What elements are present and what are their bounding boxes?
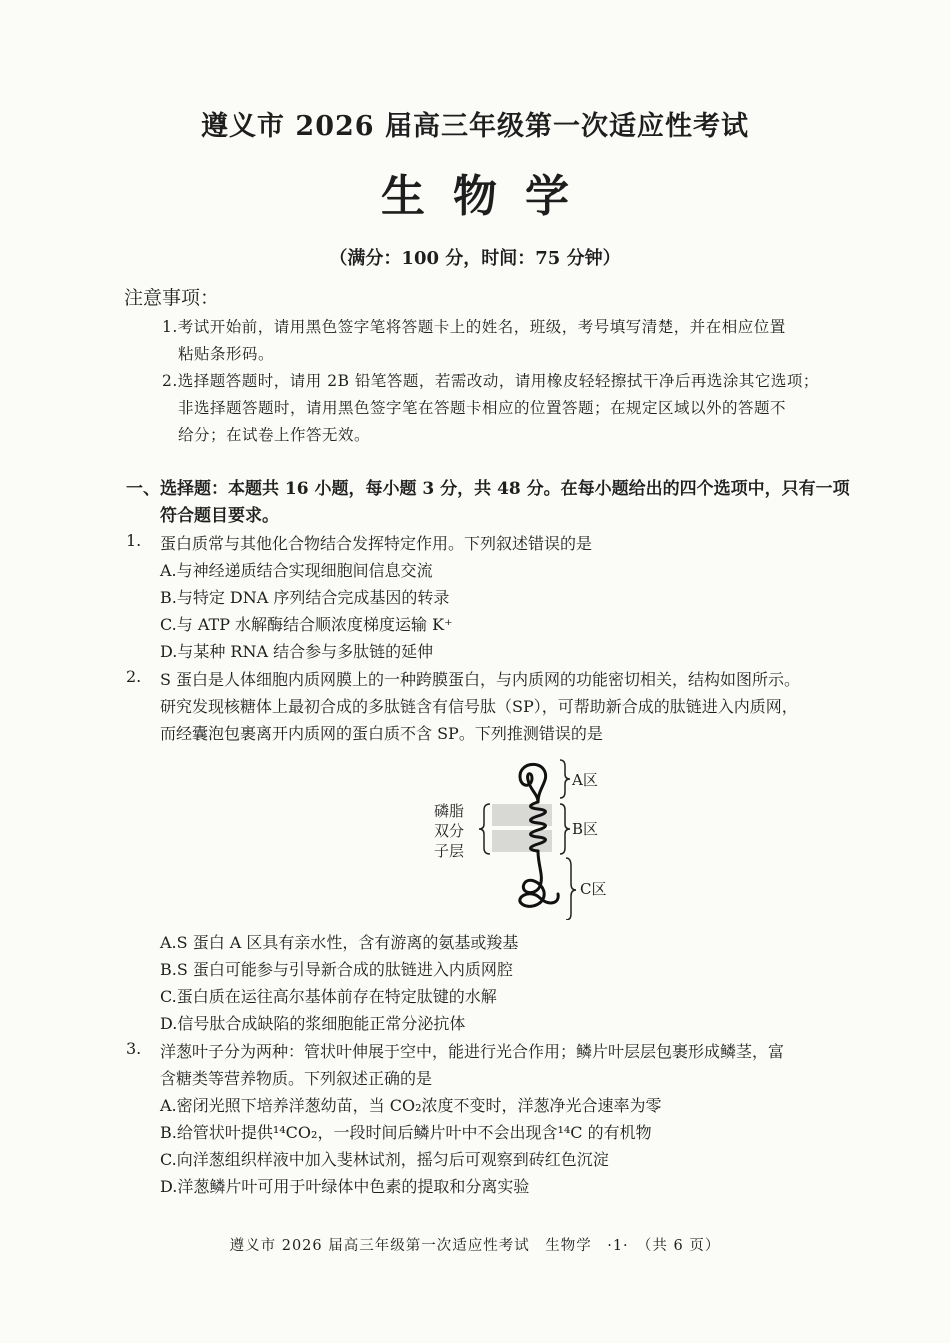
section-heading-cont: 符合题目要求。 xyxy=(160,506,279,526)
question-stem: 含糖类等营养物质。下列叙述正确的是 xyxy=(160,1069,433,1088)
notice-heading: 注意事项： xyxy=(124,287,220,309)
notice-line: 1.考试开始前，请用黑色签字笔将答题卡上的姓名，班级，考号填写清楚，并在相应位置 xyxy=(162,318,786,336)
option-c: C.蛋白质在运往高尔基体前存在特定肽键的水解 xyxy=(160,987,497,1006)
section-heading: 一、选择题：本题共 16 小题，每小题 3 分，共 48 分。在每小题给出的四个选项中，只有一项 xyxy=(126,479,850,499)
question-stem: 研究发现核糖体上最初合成的多肽链含有信号肽（SP），可帮助新合成的肽链进入内质网， xyxy=(160,697,798,716)
notice-line: 2.选择题答题时，请用 2B 铅笔答题，若需改动，请用橡皮轻轻擦拭干净后再选涂其它选项； xyxy=(162,372,819,390)
question-stem: S 蛋白是人体细胞内质网膜上的一种跨膜蛋白，与内质网的功能密切相关，结构如图所示。 xyxy=(160,670,801,689)
membrane-label-2: 双分 xyxy=(434,822,465,840)
membrane-bracket xyxy=(479,804,490,854)
option-a: A.密闭光照下培养洋葱幼苗，当 CO₂浓度不变时，洋葱净光合速率为零 xyxy=(160,1096,662,1115)
region-c-label: C区 xyxy=(580,880,607,898)
protein-chain-a-region xyxy=(520,764,546,802)
question-stem: 洋葱叶子分为两种：管状叶伸展于空中，能进行光合作用；鳞片叶层层包裹形成鳞茎，富 xyxy=(160,1042,785,1061)
exam-title: 遵义市 2026 届高三年级第一次适应性考试 xyxy=(201,111,749,142)
option-d: D.与某种 RNA 结合参与多肽链的延伸 xyxy=(160,642,434,661)
question-number: 1. xyxy=(126,531,142,550)
option-c: C.向洋葱组织样液中加入斐林试剂，摇匀后可观察到砖红色沉淀 xyxy=(160,1150,609,1169)
option-a: A.S 蛋白 A 区具有亲水性，含有游离的氨基或羧基 xyxy=(160,933,519,952)
option-d: D.洋葱鳞片叶可用于叶绿体中色素的提取和分离实验 xyxy=(160,1177,530,1196)
region-a-label: A区 xyxy=(572,771,598,789)
question-number: 3. xyxy=(126,1039,142,1058)
option-c: C.与 ATP 水解酶结合顺浓度梯度运输 K⁺ xyxy=(160,615,453,634)
question-stem: 蛋白质常与其他化合物结合发挥特定作用。下列叙述错误的是 xyxy=(160,534,593,553)
subject-title: 生物学 xyxy=(381,171,597,222)
question-stem: 而经囊泡包裹离开内质网的蛋白质不含 SP。下列推测错误的是 xyxy=(160,724,603,743)
protein-chain-c-region xyxy=(520,851,558,906)
region-a-bracket xyxy=(560,760,570,798)
membrane-label-3: 子层 xyxy=(434,842,465,860)
page-footer: 遵义市 2026 届高三年级第一次适应性考试 生物学 ·1· （共 6 页） xyxy=(229,1238,721,1254)
notice-line: 给分；在试卷上作答无效。 xyxy=(178,426,371,444)
option-b: B.给管状叶提供¹⁴CO₂，一段时间后鳞片叶中不会出现含¹⁴C 的有机物 xyxy=(160,1123,652,1142)
notice-line: 非选择题答题时，请用黑色签字笔在答题卡相应的位置答题；在规定区域以外的答题不 xyxy=(178,399,787,417)
option-d: D.信号肽合成缺陷的浆细胞能正常分泌抗体 xyxy=(160,1014,466,1033)
membrane-label-1: 磷脂 xyxy=(434,802,465,820)
option-b: B.与特定 DNA 序列结合完成基因的转录 xyxy=(160,588,450,607)
region-b-bracket xyxy=(560,804,570,854)
s-protein-figure xyxy=(420,758,620,920)
score-time-line: （满分：100 分，时间：75 分钟） xyxy=(329,248,621,269)
region-b-label: B区 xyxy=(572,820,599,838)
option-a: A.与神经递质结合实现细胞间信息交流 xyxy=(160,561,433,580)
notice-line: 粘贴条形码。 xyxy=(178,345,275,363)
option-b: B.S 蛋白可能参与引导新合成的肽链进入内质网腔 xyxy=(160,960,513,979)
question-number: 2. xyxy=(126,667,142,686)
region-c-bracket xyxy=(566,858,576,920)
